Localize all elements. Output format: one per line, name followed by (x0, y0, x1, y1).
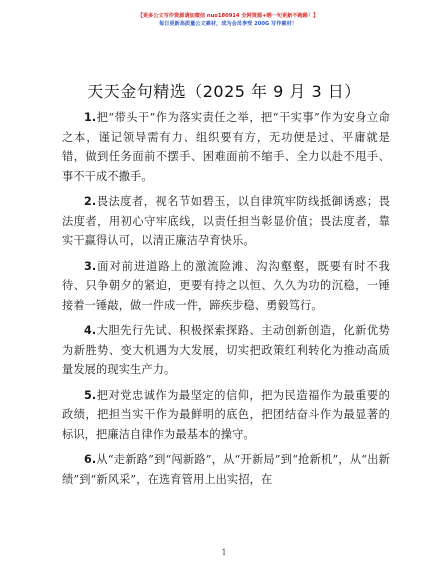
paragraph-number: 6. (84, 453, 97, 466)
paragraph-text: 面对前进道路上的激流险滩、沟沟壑壑，既要有时不我待、只争朝夕的紧迫，更要有持之以恒、久久为功的沉稳，一锤接着一锤敲，做一件成一件，蹄疾步稳、勇毅笃行。 (62, 259, 390, 312)
page-number: 1 (221, 548, 227, 557)
paragraph-3 (62, 257, 390, 316)
paragraph-number: 1. (84, 111, 97, 124)
paragraph-text: 从“走新路”到“闯新路”，从“开新局”到“抢新机”，从“出新绩”到“新风采”，在选育管用上出实招，在 (62, 453, 390, 486)
paragraph-6 (62, 450, 390, 489)
paragraph-1 (62, 108, 390, 186)
promo-banner (98, 12, 358, 28)
paragraph-number: 3. (84, 259, 97, 273)
document-title: 天天金句精选（2025 年 9 月 3 日） (87, 82, 361, 101)
promo-banner-line2: 每日更新高质量公文素材，成为会员享受 200G 写作素材！ (158, 21, 297, 27)
paragraph-text: 把对党忠诚作为最坚定的信仰，把为民造福作为最重要的政绩，把担当实干作为最鲜明的底色，把团结奋斗作为最显著的标识，把廉洁自律作为最基本的操守。 (62, 388, 390, 441)
document-body (62, 108, 390, 495)
paragraph-5 (62, 386, 390, 445)
promo-banner-line1: 【更多公文写作资源请加微信 nuo180914 全网资源+晒一句更新不跑路！】 (137, 13, 319, 19)
paragraph-number: 4. (84, 324, 97, 337)
paragraph-2 (62, 192, 390, 251)
paragraph-text: 把“带头干”作为落实责任之举，把“干实事”作为安身立命之本，谨记领导需有力、组织要有方，无功便是过、平庸就是错，做到任务面前不摆手、困难面前不缩手、全力以赴不甩手、事不干成不撒手。 (62, 111, 390, 183)
paragraph-text: 畏法度者，视名节如碧玉，以自律筑牢防线抵御诱惑；畏法度者，用初心守牢底线，以责任担当彰显价值；畏法度者，靠实干赢得认可，以清正廉洁孕育快乐。 (62, 195, 390, 247)
paragraph-text: 大胆先行先试、积极探索探路、主动创新创造，化新优势为新胜势、变大机遇为大发展，切实把政策红利转化为推动高质量发展的现实生产力。 (62, 324, 390, 376)
paragraph-4 (62, 321, 390, 380)
paragraph-number: 2. (84, 195, 97, 208)
paragraph-number: 5. (84, 388, 97, 402)
